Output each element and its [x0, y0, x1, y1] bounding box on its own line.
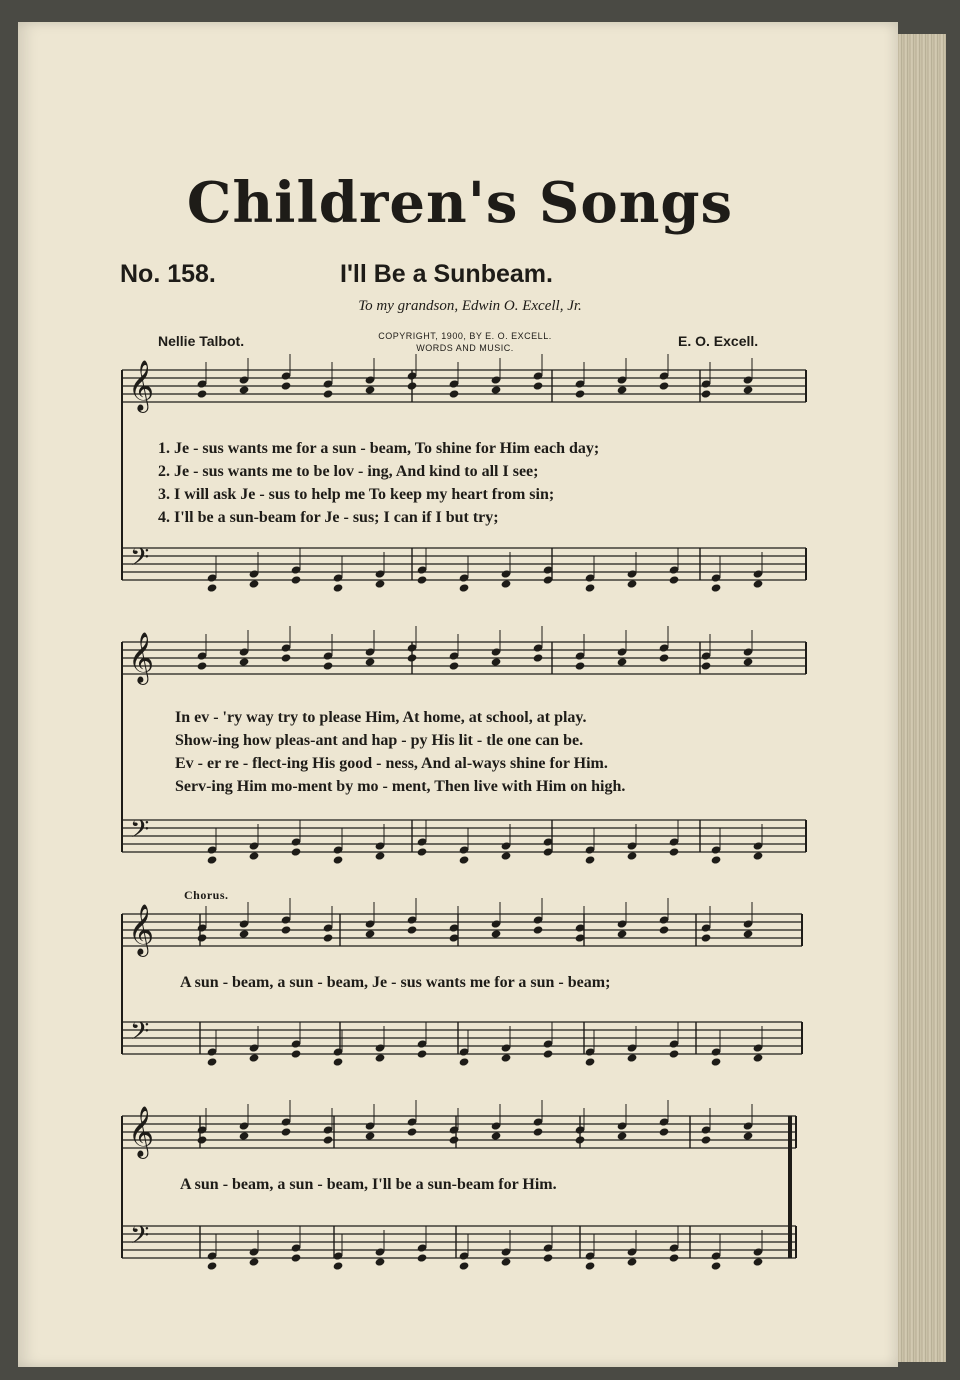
bass-note [207, 855, 218, 864]
bass-note [627, 1053, 638, 1062]
treble-note [323, 933, 334, 942]
verse-lyric-line: In ev - 'ry way try to please Him, At home, at school, at play. [175, 709, 587, 726]
bass-note [585, 583, 596, 592]
bass-note [207, 1057, 218, 1066]
treble-note [197, 933, 208, 942]
treble-note [365, 385, 376, 394]
treble-note [491, 385, 502, 394]
bass-note [501, 851, 512, 860]
treble-note [533, 1127, 544, 1136]
bass-clef-icon: 𝄢 [130, 815, 150, 850]
bass-clef-icon: 𝄢 [130, 1017, 150, 1052]
treble-note [575, 389, 586, 398]
bass-note [417, 1049, 428, 1058]
treble-note [281, 1127, 292, 1136]
bass-note [627, 579, 638, 588]
treble-note [197, 389, 208, 398]
bass-note [291, 1253, 302, 1262]
bass-note [585, 1261, 596, 1270]
treble-note [743, 929, 754, 938]
treble-note [281, 653, 292, 662]
bass-note [753, 1053, 764, 1062]
treble-note [239, 929, 250, 938]
hymn-number: No. 158. [120, 260, 216, 288]
bass-note [249, 851, 260, 860]
treble-note [197, 1135, 208, 1144]
treble-note [575, 661, 586, 670]
bass-note [417, 575, 428, 584]
treble-note [617, 657, 628, 666]
bass-note [669, 847, 680, 856]
verse-lyric-line: Ev - er re - flect-ing His good - ness, And al-ways shine for Him. [175, 755, 608, 772]
bass-note [543, 1253, 554, 1262]
treble-note [281, 925, 292, 934]
bass-note [417, 847, 428, 856]
treble-note [701, 1135, 712, 1144]
treble-note [617, 385, 628, 394]
treble-note [323, 1135, 334, 1144]
dedication: To my grandson, Edwin O. Excell, Jr. [358, 298, 582, 314]
chorus-lyric-line: A sun - beam, a sun - beam, Je - sus wants me for a sun - beam; [180, 974, 611, 991]
treble-note [659, 653, 670, 662]
verse-lyric-line: 1. Je - sus wants me for a sun - beam, To shine for Him each day; [158, 440, 600, 457]
treble-clef-icon: 𝄞 [128, 904, 155, 955]
treble-note [449, 1135, 460, 1144]
verse-lyric-line: 2. Je - sus wants me to be lov - ing, And kind to all I see; [158, 463, 539, 480]
treble-note [323, 389, 334, 398]
bass-note [459, 1057, 470, 1066]
chorus-lyric-line: A sun - beam, a sun - beam, I'll be a sun-beam for Him. [180, 1176, 557, 1193]
bass-note [711, 855, 722, 864]
treble-note [701, 389, 712, 398]
bass-note [711, 583, 722, 592]
bass-note [711, 1057, 722, 1066]
bass-note [291, 847, 302, 856]
bass-note [753, 851, 764, 860]
treble-note [533, 925, 544, 934]
bass-note [669, 1049, 680, 1058]
treble-note [239, 657, 250, 666]
bass-note [753, 579, 764, 588]
treble-note [659, 381, 670, 390]
bass-note [375, 1257, 386, 1266]
treble-note [323, 661, 334, 670]
copyright-line: COPYRIGHT, 1900, BY E. O. EXCELL. [378, 331, 552, 341]
bass-note [333, 855, 344, 864]
bass-note [711, 1261, 722, 1270]
bass-note [333, 1057, 344, 1066]
bass-note [249, 1257, 260, 1266]
bass-note [669, 1253, 680, 1262]
bass-note [249, 1053, 260, 1062]
verse-lyric-line: 4. I'll be a sun-beam for Je - sus; I can if I but try; [158, 509, 499, 526]
treble-note [701, 661, 712, 670]
bass-note [459, 855, 470, 864]
treble-note [449, 661, 460, 670]
bass-clef-icon: 𝄢 [130, 1221, 150, 1256]
page-title: Children's Songs [186, 170, 734, 236]
treble-note [617, 929, 628, 938]
bass-note [627, 851, 638, 860]
treble-note [407, 653, 418, 662]
bass-note [459, 583, 470, 592]
treble-note [281, 381, 292, 390]
copyright-subline: WORDS AND MUSIC. [416, 343, 514, 353]
verse-lyric-line: Serv-ing Him mo-ment by mo - ment, Then live with Him on high. [175, 778, 626, 795]
bass-clef-icon: 𝄢 [130, 543, 150, 578]
treble-note [239, 385, 250, 394]
bass-note [375, 579, 386, 588]
treble-note [533, 381, 544, 390]
treble-note [491, 1131, 502, 1140]
treble-note [197, 661, 208, 670]
bass-note [753, 1257, 764, 1266]
treble-note [365, 929, 376, 938]
treble-note [659, 1127, 670, 1136]
bass-note [291, 575, 302, 584]
treble-note [743, 1131, 754, 1140]
bass-note [501, 1257, 512, 1266]
treble-note [659, 925, 670, 934]
verse-lyric-line: 3. I will ask Je - sus to help me To keep my heart from sin; [158, 486, 555, 503]
bass-note [459, 1261, 470, 1270]
bass-note [207, 583, 218, 592]
chorus-label: Chorus. [184, 888, 229, 902]
treble-note [743, 385, 754, 394]
bass-note [543, 1049, 554, 1058]
bass-note [207, 1261, 218, 1270]
bass-note [501, 579, 512, 588]
bass-note [249, 579, 260, 588]
treble-note [701, 933, 712, 942]
treble-note [449, 389, 460, 398]
treble-note [491, 929, 502, 938]
lyricist: Nellie Talbot. [158, 333, 245, 349]
treble-note [365, 657, 376, 666]
bass-note [291, 1049, 302, 1058]
bass-note [501, 1053, 512, 1062]
treble-note [239, 1131, 250, 1140]
treble-note [617, 1131, 628, 1140]
song-title: I'll Be a Sunbeam. [340, 260, 553, 288]
bass-note [669, 575, 680, 584]
composer: E. O. Excell. [678, 333, 759, 349]
treble-clef-icon: 𝄞 [128, 632, 155, 683]
bass-note [333, 583, 344, 592]
treble-clef-icon: 𝄞 [128, 1106, 155, 1157]
treble-note [365, 1131, 376, 1140]
treble-note [407, 1127, 418, 1136]
treble-note [407, 925, 418, 934]
treble-note [743, 657, 754, 666]
bass-note [375, 851, 386, 860]
bass-note [627, 1257, 638, 1266]
treble-note [491, 657, 502, 666]
bass-note [585, 1057, 596, 1066]
treble-note [533, 653, 544, 662]
treble-clef-icon: 𝄞 [128, 360, 155, 411]
bass-note [375, 1053, 386, 1062]
treble-note [407, 381, 418, 390]
treble-note [575, 1135, 586, 1144]
bass-note [585, 855, 596, 864]
bass-note [417, 1253, 428, 1262]
verse-lyric-line: Show-ing how pleas-ant and hap - py His lit - tle one can be. [175, 732, 584, 749]
bass-note [333, 1261, 344, 1270]
